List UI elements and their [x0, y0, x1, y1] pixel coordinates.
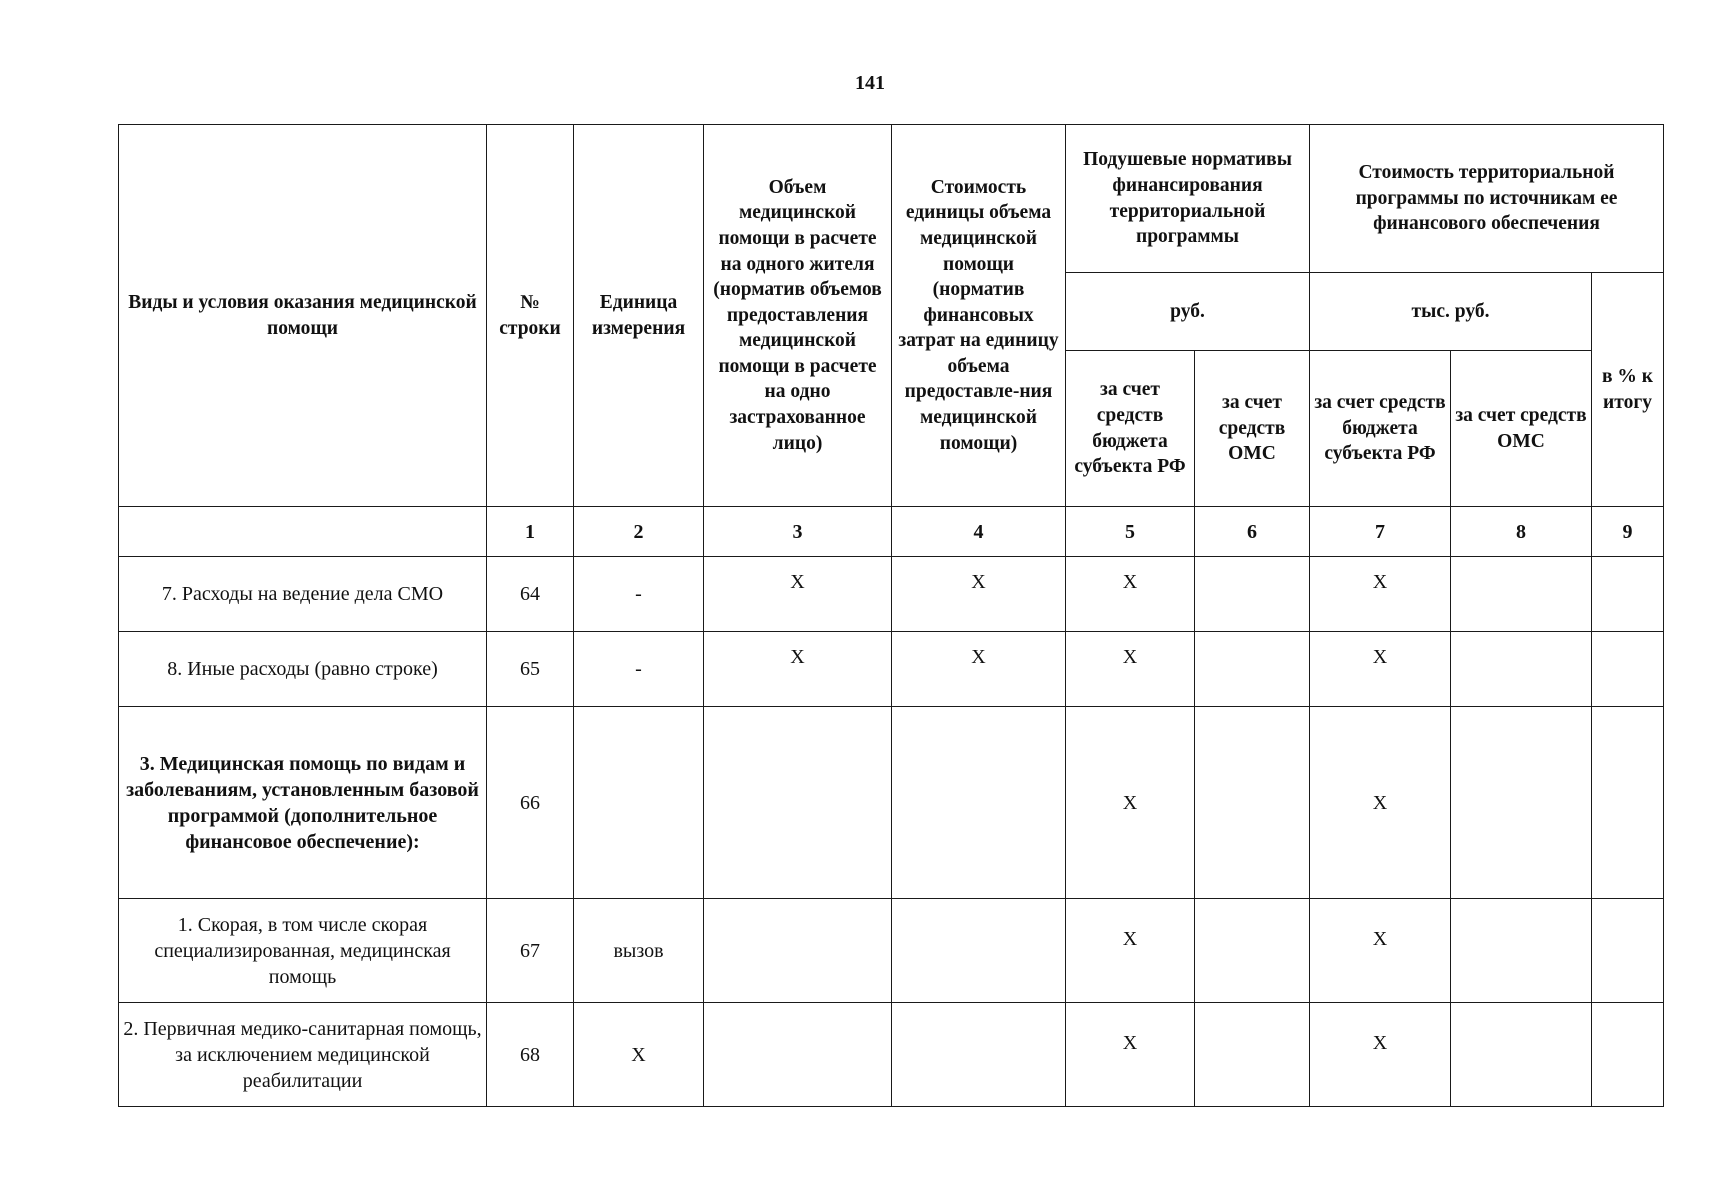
column-number: 5 — [1066, 507, 1195, 557]
cell-oms-2 — [1451, 632, 1592, 707]
row-number: 66 — [487, 707, 574, 899]
row-unit — [574, 707, 704, 899]
header-oms-2: за счет средств ОМС — [1451, 351, 1592, 507]
column-number: 2 — [574, 507, 704, 557]
column-numbers-row — [119, 507, 1664, 557]
row-unit: вызов — [574, 899, 704, 1003]
header-per-capita: Подушевые нормативы финансирования территориальной программы — [1066, 125, 1310, 273]
cell-budget-rf-2: Х — [1310, 1003, 1451, 1107]
cell-percent — [1592, 707, 1664, 899]
cell-unit-cost — [892, 899, 1066, 1003]
table-row — [119, 632, 1664, 707]
cell-unit-cost: Х — [892, 632, 1066, 707]
cell-oms — [1195, 1003, 1310, 1107]
header-rub: руб. — [1066, 273, 1310, 351]
row-number: 67 — [487, 899, 574, 1003]
cell-oms — [1195, 632, 1310, 707]
column-number: 4 — [892, 507, 1066, 557]
header-row-number: № строки — [487, 125, 574, 507]
row-label: 2. Первичная медико-санитарная помощь, за исключением медицинской реабилитации — [119, 1003, 487, 1107]
cell-volume — [704, 899, 892, 1003]
header-unit-cost: Стоимость единицы объема медицинской помощи (норматив финансовых затрат на единицу объема предоставле-ния медицинской помощи) — [892, 125, 1066, 507]
cell-percent — [1592, 899, 1664, 1003]
row-number: 68 — [487, 1003, 574, 1107]
cell-budget-rf-2: Х — [1310, 632, 1451, 707]
cell-volume: Х — [704, 557, 892, 632]
column-number: 3 — [704, 507, 892, 557]
row-unit: - — [574, 557, 704, 632]
cell-volume — [704, 1003, 892, 1107]
row-label: 3. Медицинская помощь по видам и заболеваниям, установленным базовой программой (дополнительное финансовое обеспечение): — [119, 707, 487, 899]
row-unit: Х — [574, 1003, 704, 1107]
cell-oms — [1195, 899, 1310, 1003]
header-program-cost: Стоимость территориальной программы по источникам ее финансового обеспечения — [1310, 125, 1664, 273]
column-number: 1 — [487, 507, 574, 557]
row-unit: - — [574, 632, 704, 707]
column-number: 9 — [1592, 507, 1664, 557]
cell-oms — [1195, 707, 1310, 899]
cell-budget-rf: Х — [1066, 1003, 1195, 1107]
page-number: 141 — [855, 72, 885, 94]
financing-table — [118, 124, 1664, 1107]
column-number: 6 — [1195, 507, 1310, 557]
table-row — [119, 557, 1664, 632]
header-oms: за счет средств ОМС — [1195, 351, 1310, 507]
header-percent: в % к итогу — [1592, 273, 1664, 507]
cell-unit-cost: Х — [892, 557, 1066, 632]
cell-percent — [1592, 632, 1664, 707]
cell-budget-rf-2: Х — [1310, 557, 1451, 632]
column-number-empty — [119, 507, 487, 557]
header-volume: Объем медицинской помощи в расчете на одного жителя (норматив объемов предоставления медицинской помощи в расчете на одно застрахованное лицо) — [704, 125, 892, 507]
row-number: 64 — [487, 557, 574, 632]
cell-volume: Х — [704, 632, 892, 707]
cell-unit-cost — [892, 707, 1066, 899]
header-types: Виды и условия оказания медицинской помощи — [119, 125, 487, 507]
cell-budget-rf: Х — [1066, 557, 1195, 632]
table-row — [119, 899, 1664, 1003]
cell-oms-2 — [1451, 899, 1592, 1003]
column-number: 8 — [1451, 507, 1592, 557]
row-label: 8. Иные расходы (равно строке) — [119, 632, 487, 707]
cell-budget-rf-2: Х — [1310, 707, 1451, 899]
cell-budget-rf: Х — [1066, 707, 1195, 899]
cell-budget-rf: Х — [1066, 899, 1195, 1003]
row-number: 65 — [487, 632, 574, 707]
row-label: 1. Скорая, в том числе скорая специализированная, медицинская помощь — [119, 899, 487, 1003]
header-unit: Единица измерения — [574, 125, 704, 507]
cell-percent — [1592, 1003, 1664, 1107]
header-budget-rf-2: за счет средств бюджета субъекта РФ — [1310, 351, 1451, 507]
cell-oms — [1195, 557, 1310, 632]
cell-percent — [1592, 557, 1664, 632]
table-row — [119, 707, 1664, 899]
header-thousand-rub: тыс. руб. — [1310, 273, 1592, 351]
header-budget-rf: за счет средств бюджета субъекта РФ — [1066, 351, 1195, 507]
cell-budget-rf-2: Х — [1310, 899, 1451, 1003]
cell-oms-2 — [1451, 557, 1592, 632]
cell-oms-2 — [1451, 1003, 1592, 1107]
cell-oms-2 — [1451, 707, 1592, 899]
column-number: 7 — [1310, 507, 1451, 557]
table-row — [119, 1003, 1664, 1107]
cell-budget-rf: Х — [1066, 632, 1195, 707]
row-label: 7. Расходы на ведение дела СМО — [119, 557, 487, 632]
cell-unit-cost — [892, 1003, 1066, 1107]
cell-volume — [704, 707, 892, 899]
